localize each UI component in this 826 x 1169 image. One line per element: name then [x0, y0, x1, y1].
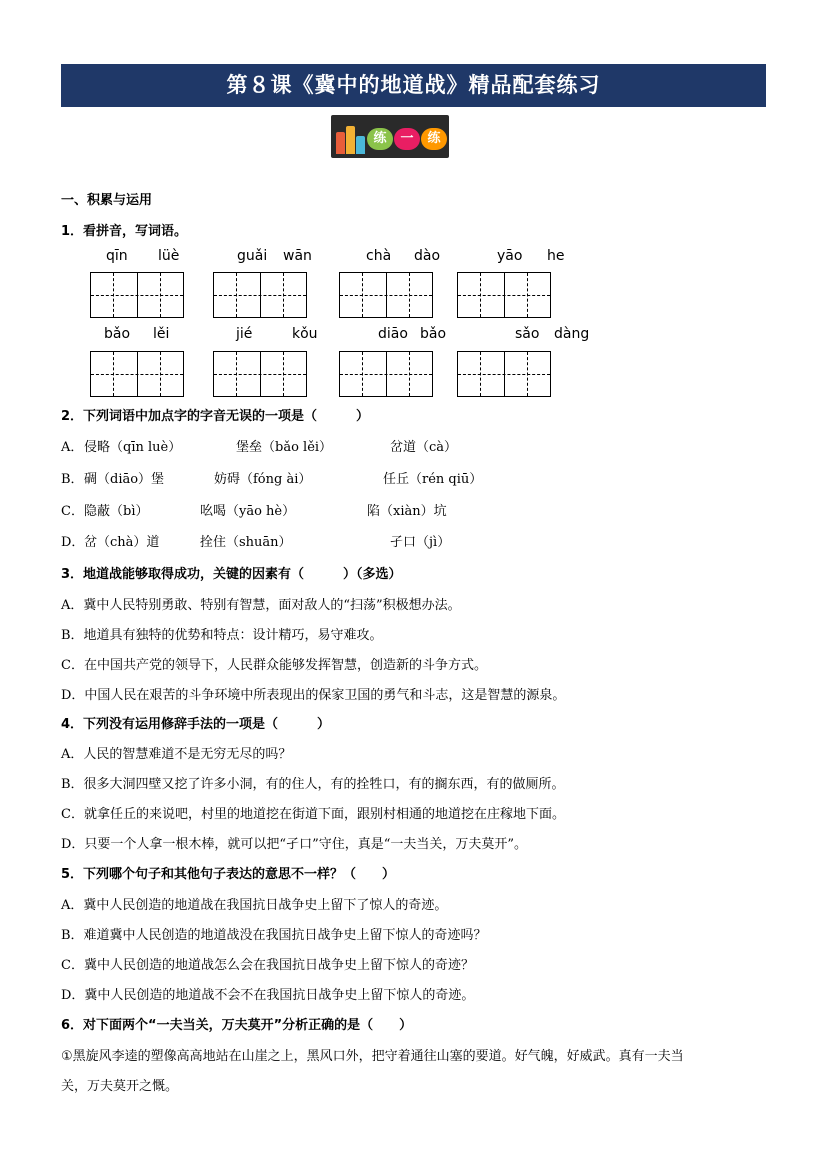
- writing-grid[interactable]: [457, 272, 551, 318]
- question-3-title: 3．地道战能够取得成功，关键的因素有（ ）（多选）: [61, 567, 402, 582]
- pinyin: sǎo: [515, 326, 540, 342]
- option-c: C．在中国共产党的领导下，人民群众能够发挥智慧，创造新的斗争方式。: [61, 658, 487, 673]
- option-c: C．冀中人民创造的地道战怎么会在我国抗日战争史上留下惊人的奇迹？: [61, 958, 474, 973]
- writing-grid[interactable]: [213, 272, 307, 318]
- pinyin: lěi: [153, 326, 170, 342]
- pinyin: dào: [414, 248, 441, 264]
- question-4-title: 4．下列没有运用修辞手法的一项是（ ）: [61, 717, 331, 732]
- option-word: 岔（chà）道: [84, 535, 160, 550]
- writing-grid[interactable]: [339, 351, 433, 397]
- option-word: 侵略（qīn luè）: [84, 440, 182, 455]
- question-2-title: 2．下列词语中加点字的字音无误的一项是（ ）: [61, 409, 370, 424]
- option-d: D．只要一个人拿一根木棒，就可以把“孑口”守住，真是“一夫当关，万夫莫开”。: [61, 837, 528, 852]
- option-word: 妨碍（fóng ài）: [214, 472, 312, 487]
- option-word: 岔道（cà）: [390, 440, 458, 455]
- option-word: 碉（diāo）堡: [84, 472, 165, 487]
- pinyin: he: [547, 248, 565, 264]
- pinyin: dàng: [554, 326, 590, 342]
- pinyin: jié: [236, 326, 253, 342]
- option-a: A．冀中人民创造的地道战在我国抗日战争史上留下了惊人的奇迹。: [61, 898, 448, 913]
- pinyin: guǎi: [237, 248, 268, 264]
- pinyin: lüè: [158, 248, 180, 264]
- option-b: B．难道冀中人民创造的地道战没在我国抗日战争史上留下惊人的奇迹吗？: [61, 928, 487, 943]
- option-word: 隐蔽（bì）: [84, 504, 149, 519]
- pinyin: diāo: [378, 326, 408, 342]
- writing-grid[interactable]: [90, 351, 184, 397]
- question-5-title: 5．下列哪个句子和其他句子表达的意思不一样？（ ）: [61, 867, 396, 882]
- option-a: A．冀中人民特别勇敢、特别有智慧，面对敌人的“扫荡”积极想办法。: [61, 598, 461, 613]
- pinyin: qīn: [106, 248, 128, 264]
- option-label: B．: [61, 472, 84, 487]
- option-d: D．冀中人民创造的地道战不会不在我国抗日战争史上留下惊人的奇迹。: [61, 988, 475, 1003]
- option-word: 任丘（rén qiū）: [383, 472, 483, 487]
- section-title: 一、积累与运用: [61, 193, 153, 208]
- option-word: 陷（xiàn）坑: [367, 504, 447, 519]
- option-d: D．中国人民在艰苦的斗争环境中所表现出的保家卫国的勇气和斗志，这是智慧的源泉。: [61, 688, 566, 703]
- option-label: A．: [61, 440, 84, 455]
- badge-char: 练: [367, 128, 393, 150]
- pinyin: yāo: [497, 248, 523, 264]
- writing-grid[interactable]: [457, 351, 551, 397]
- passage-line: ①黑旋风李逵的塑像高高地站在山崖之上，黑风口外，把守着通往山塞的要道。好气魄，好威武。真有一夫当: [61, 1049, 684, 1064]
- option-label: D．: [61, 535, 85, 550]
- option-c: C．就拿任丘的来说吧，村里的地道挖在街道下面，跟别村相通的地道挖在庄稼地下面。: [61, 807, 565, 822]
- castle-tower-icon: [356, 136, 365, 154]
- option-a: A．人民的智慧难道不是无穷无尽的吗？: [61, 747, 292, 762]
- pinyin: bǎo: [420, 326, 447, 342]
- badge-char: 练: [421, 128, 447, 150]
- option-b: B．很多大洞四壁又挖了许多小洞，有的住人，有的拴牲口，有的搁东西，有的做厕所。: [61, 777, 565, 792]
- practice-badge: [331, 115, 449, 158]
- option-word: 堡垒（bǎo lěi）: [236, 440, 333, 455]
- passage-line: 关，万夫莫开之慨。: [61, 1079, 179, 1094]
- option-word: 拴住（shuān）: [200, 535, 292, 550]
- writing-grid[interactable]: [213, 351, 307, 397]
- page-title: 第８课《冀中的地道战》精品配套练习: [61, 64, 766, 107]
- option-label: C．: [61, 504, 84, 519]
- writing-grid[interactable]: [90, 272, 184, 318]
- writing-grid[interactable]: [339, 272, 433, 318]
- question-1-title: 1．看拼音，写词语。: [61, 224, 188, 239]
- question-6-title: 6．对下面两个“一夫当关，万夫莫开”分析正确的是（ ）: [61, 1018, 413, 1033]
- pinyin: bǎo: [104, 326, 131, 342]
- castle-tower-icon: [336, 132, 345, 154]
- option-word: 吆喝（yāo hè）: [200, 504, 296, 519]
- pinyin: kǒu: [292, 326, 318, 342]
- castle-tower-icon: [346, 126, 355, 154]
- pinyin: chà: [366, 248, 392, 264]
- pinyin: wān: [283, 248, 312, 264]
- badge-char: 一: [394, 128, 420, 150]
- option-b: B．地道具有独特的优势和特点：设计精巧，易守难攻。: [61, 628, 383, 643]
- option-word: 孑口（jì）: [390, 535, 451, 550]
